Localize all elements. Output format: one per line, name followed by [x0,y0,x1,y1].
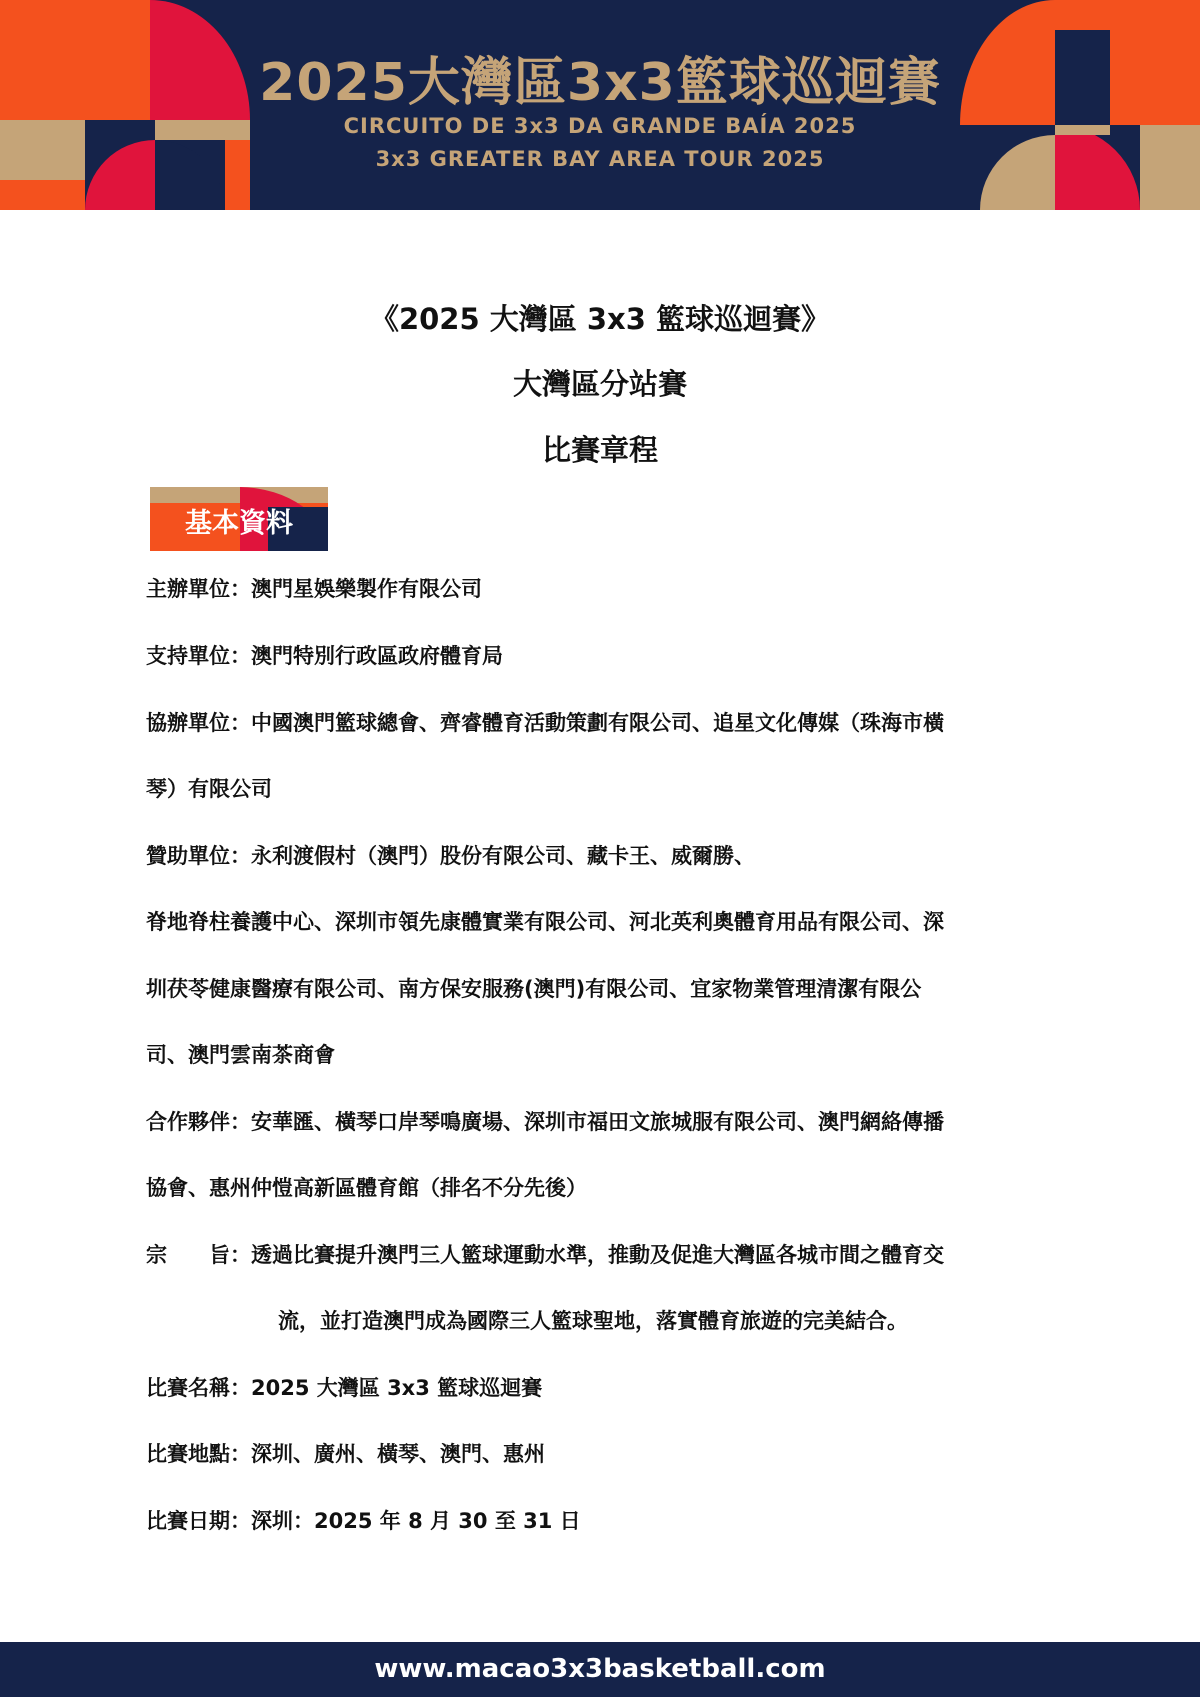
co-organizer-value: 中國澳門籃球總會、齊睿體育活動策劃有限公司、追星文化傳媒（珠海市橫 [251,711,944,735]
date-row [146,1505,1076,1535]
document-heading: 比賽章程 [541,433,658,467]
co-organizer-row [146,707,1076,737]
co-organizer-label: 協辦單位： [146,711,251,735]
sponsor-value: 永利渡假村（澳門）股份有限公司、藏卡王、威爾勝、 [251,844,755,868]
purpose-row [146,1239,1076,1269]
website-url[interactable]: www.macao3x3basketball.com [374,1654,826,1684]
partner-row [146,1106,1076,1136]
date-label: 比賽日期： [146,1509,251,1533]
document-subtitle: 大灣區分站賽 [512,367,687,401]
organizer-value: 澳門星娛樂製作有限公司 [251,577,482,601]
purpose-continuation: 流，並打造澳門成為國際三人籃球聖地，落實體育旅遊的完美結合。 [278,1309,908,1333]
header-banner [0,0,1200,210]
event-name-value: 2025 大灣區 3x3 籃球巡迴賽 [251,1376,543,1400]
co-organizer-continuation: 琴）有限公司 [146,777,272,801]
purpose-label: 宗 旨： [146,1243,251,1267]
sponsor-row [146,840,1076,870]
organizer-label: 主辦單位： [146,577,251,601]
sponsor-continuation-1: 脊地脊柱養護中心、深圳市領先康體實業有限公司、河北英利奧體育用品有限公司、深 [146,910,944,934]
venue-label: 比賽地點： [146,1442,251,1466]
supporter-row [146,640,1076,670]
sponsor-label: 贊助單位： [146,844,251,868]
sponsor-continuation-2: 圳茯苓健康醫療有限公司、南方保安服務(澳門)有限公司、宜家物業管理清潔有限公 [146,977,922,1001]
section-heading-basic-info [150,487,328,551]
purpose-value: 透過比賽提升澳門三人籃球運動水準，推動及促進大灣區各城市間之體育交 [251,1243,944,1267]
supporter-value: 澳門特別行政區政府體育局 [251,644,503,668]
event-name-row [146,1372,1076,1402]
organizer-row [146,573,1076,603]
footer-bar [0,1642,1200,1697]
banner-subtitle-english: 3x3 GREATER BAY AREA TOUR 2025 [375,147,825,171]
sponsor-continuation-3: 司、澳門雲南茶商會 [146,1043,335,1067]
document-title: 《2025 大灣區 3x3 籃球巡迴賽》 [369,302,831,336]
event-name-label: 比賽名稱： [146,1376,251,1400]
banner-subtitle-portuguese: CIRCUITO DE 3x3 DA GRANDE BAÍA 2025 [343,114,857,138]
section-heading-label: 基本資料 [185,508,293,539]
partner-value: 安華匯、橫琴口岸琴鳴廣場、深圳市福田文旅城服有限公司、澳門網絡傳播 [251,1110,944,1134]
venue-value: 深圳、廣州、橫琴、澳門、惠州 [251,1442,545,1466]
supporter-label: 支持單位： [146,644,251,668]
venue-row [146,1438,1076,1468]
partner-continuation: 協會、惠州仲愷高新區體育館（排名不分先後） [146,1176,587,1200]
partner-label: 合作夥伴： [146,1110,251,1134]
date-value: 深圳：2025 年 8 月 30 至 31 日 [251,1509,581,1533]
banner-title: 2025大灣區3x3籃球巡迴賽 [259,53,941,113]
